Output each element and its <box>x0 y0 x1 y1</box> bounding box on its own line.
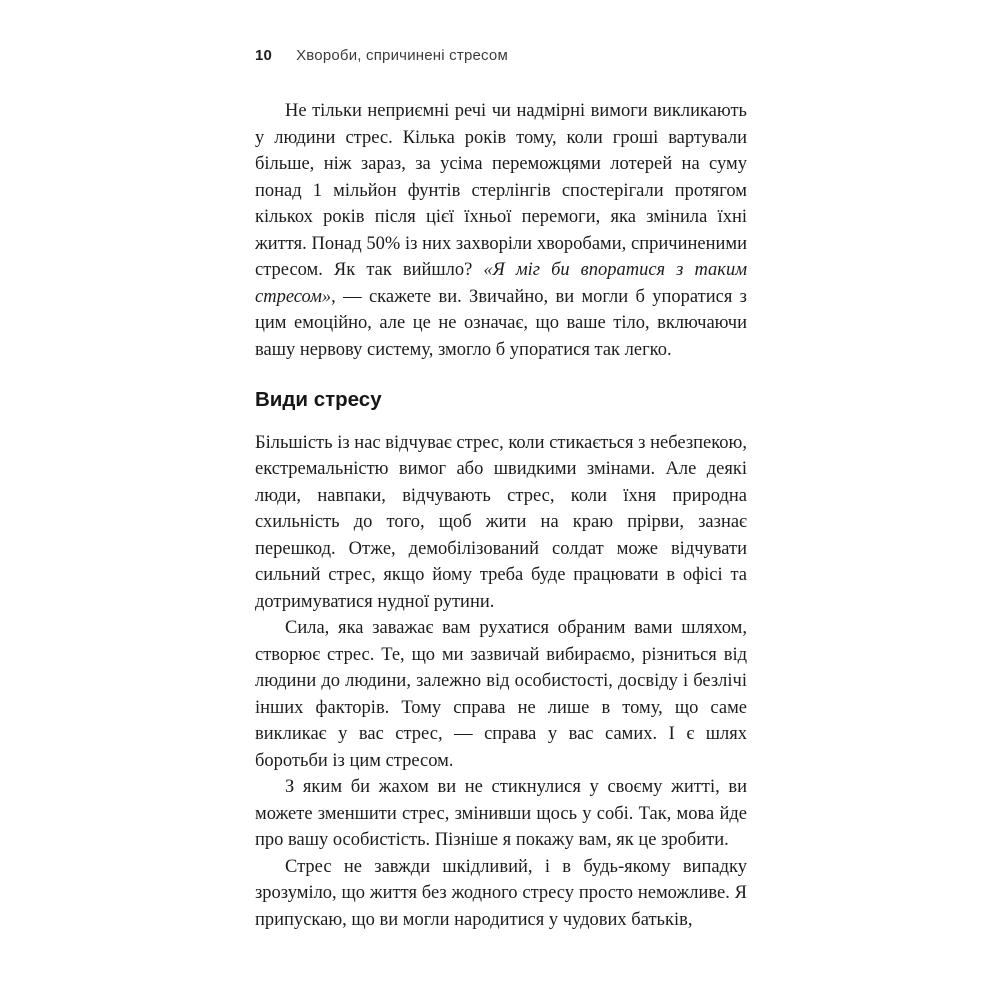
page-number: 10 <box>255 47 273 64</box>
paragraph-intro-text: Не тільки неприємні речі чи надмірні вимоги викликають у людини стрес. Кілька років тому, коли гроші вартували більше, ніж зараз, за усіма переможцями лотерей на суму понад 1 мільйон фунтів стерлінгів спостерігали протягом кількох років після цієї їхньої перемоги, яка змінила їхні життя. Понад 50% із них захворіли хворобами, спричиненими стресом. Як так вийшло? <box>255 101 747 280</box>
running-header <box>255 47 747 64</box>
paragraph-intro-quote: «Я міг би впоратися з таким стресом» <box>255 260 747 307</box>
paragraph-types-of-stress-3: З яким би жахом ви не стикнулися у своєму житті, ви можете зменшити стрес, змінивши щось у собі. Так, мова йде про вашу особистість. Пізніше я покажу вам, як це зробити. <box>255 777 747 850</box>
paragraph-types-of-stress-4: Стрес не завжди шкідливий, і в будь-якому випадку зрозуміло, що життя без жодного стресу просто неможливе. Я припускаю, що ви могли народитися у чудових батьків, <box>255 856 747 930</box>
paragraph-intro <box>255 98 747 363</box>
paragraph-types-of-stress-2: Сила, яка заважає вам рухатися обраним вами шляхом, створює стрес. Те, що ми зазвичай вибираємо, різниться від людини до людини, залежно від особистості, досвіду і безлічі інших факторів. Тому справа не лише в тому, що саме викликає у вас стрес, — справа у вас самих. І є шлях боротьби із цим стресом. <box>255 618 747 771</box>
body-text <box>255 98 747 933</box>
running-title: Хвороби, спричинені стресом <box>296 47 508 64</box>
section-heading-types-of-stress: Види стресу <box>255 388 382 411</box>
paragraph-types-of-stress-1: Більшість із нас відчуває стрес, коли стикається з небезпекою, екстремальністю вимог або швидкими змінами. Але деякі люди, навпаки, відчувають стрес, коли їхня природна схильність до того, щоб жити на краю прірви, зазнає перешкод. Отже, демобілізований солдат може відчувати сильний стрес, якщо йому треба буде працювати в офісі та дотримуватися нудної рутини. <box>255 432 747 612</box>
page-content-column <box>255 0 747 933</box>
paragraph-intro-continuation: , — скажете ви. Звичайно, ви могли б упоратися з цим емоційно, але це не означає, що ваше тіло, включаючи вашу нервову систему, змогло б упоратися так легко. <box>255 286 747 360</box>
